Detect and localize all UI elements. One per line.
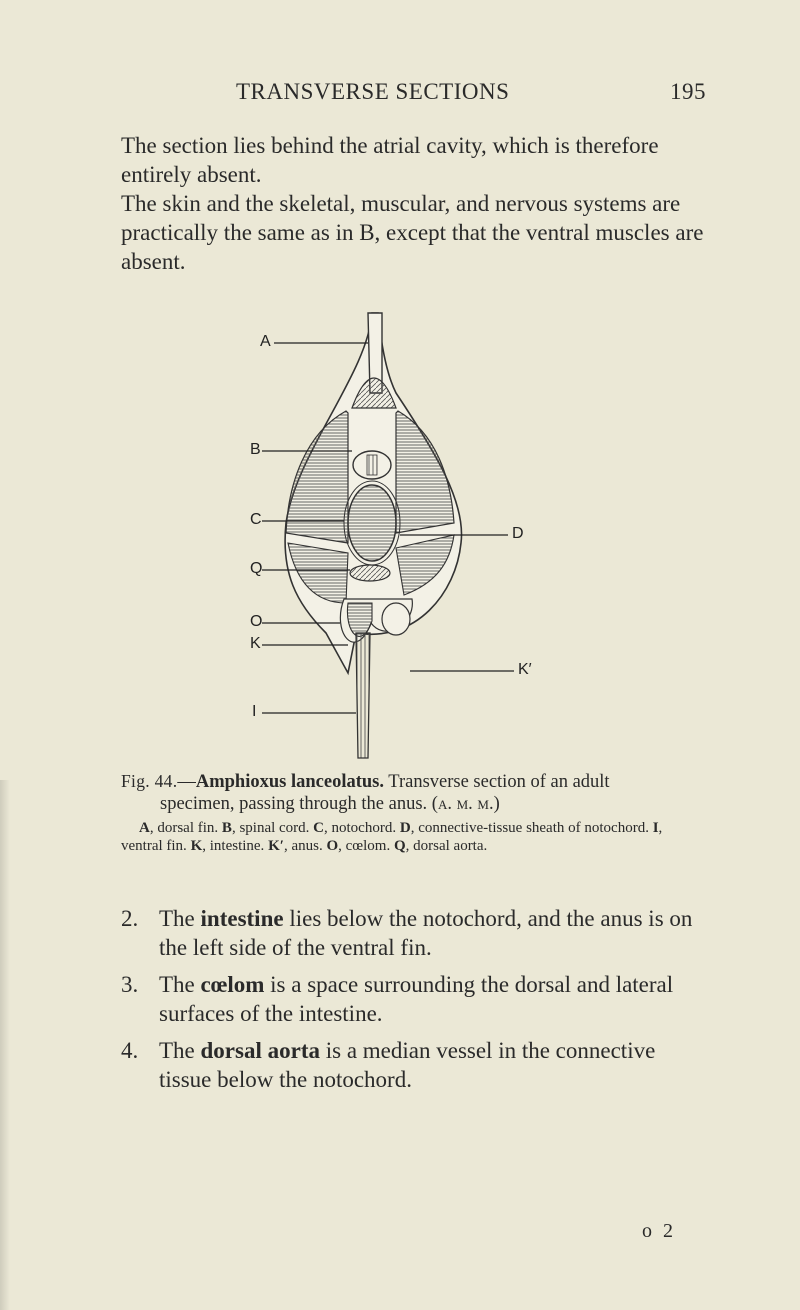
legend-desc: , intestine. bbox=[202, 838, 269, 854]
legend-key: K bbox=[190, 838, 203, 854]
list-text: lies below the notochord, and the anus is on the left side of the ventral fin. bbox=[159, 906, 693, 960]
legend-desc: , anus. bbox=[283, 838, 327, 854]
list-text: The bbox=[159, 972, 201, 997]
figure-number: Fig. 44. bbox=[121, 771, 178, 791]
legend-key: A bbox=[139, 820, 150, 836]
legend-key: C bbox=[313, 820, 325, 836]
list-term: intestine bbox=[200, 906, 284, 931]
list-text: is a median vessel in the connective tissue below the notochord. bbox=[159, 1038, 656, 1092]
legend-desc: , cœlom. bbox=[338, 838, 394, 854]
legend-desc: , ventral fin. bbox=[121, 820, 663, 854]
label-A: A bbox=[260, 333, 271, 350]
paragraph-1: The section lies behind the atrial cavity, which is therefore entirely absent. bbox=[121, 133, 659, 187]
figure-legend bbox=[121, 819, 707, 855]
section-drawing bbox=[236, 303, 556, 763]
legend-desc: , dorsal aorta. bbox=[405, 838, 488, 854]
numbered-list bbox=[121, 904, 711, 1102]
spinal-canal bbox=[367, 455, 377, 475]
running-head-title: TRANSVERSE SECTIONS bbox=[236, 79, 510, 104]
label-K-prime: K′ bbox=[518, 661, 532, 678]
legend-key: Q bbox=[393, 838, 406, 854]
legend-desc: , notochord. bbox=[324, 820, 400, 836]
label-D: D bbox=[512, 525, 524, 542]
legend-desc: , spinal cord. bbox=[231, 820, 314, 836]
left-muscle-block bbox=[286, 411, 348, 543]
ventral-fin bbox=[356, 633, 370, 758]
page-number: 195 bbox=[670, 79, 706, 104]
species-name: Amphioxus lanceolatus. bbox=[195, 772, 384, 792]
legend-key: I bbox=[652, 820, 659, 836]
notochord bbox=[348, 485, 396, 561]
figure-caption: Fig. 44.—Amphioxus lanceolatus. Transverse section of an adult specimen, passing through the anus. (a. m. m.) bbox=[121, 771, 610, 814]
legend-desc: , dorsal fin. bbox=[149, 820, 222, 836]
list-item bbox=[121, 904, 711, 962]
legend-key: O bbox=[326, 838, 339, 854]
caption-author: a. m. m. bbox=[437, 794, 494, 814]
list-item bbox=[121, 1036, 711, 1094]
figure-section-diagram bbox=[236, 303, 556, 763]
list-text: is a space surrounding the dorsal and lateral surfaces of the intestine. bbox=[159, 972, 674, 1026]
dorsal-aorta bbox=[350, 565, 390, 581]
legend-desc: , connective-tissue sheath of notochord. bbox=[410, 820, 653, 836]
right-muscle-block bbox=[396, 411, 454, 533]
label-O: O bbox=[250, 613, 263, 630]
list-term: cœlom bbox=[200, 972, 265, 997]
legend-key: D bbox=[399, 820, 411, 836]
anus bbox=[382, 603, 410, 635]
list-number: 4. bbox=[121, 1038, 139, 1063]
caption-text-3: ) bbox=[493, 794, 500, 814]
legend-key: B bbox=[221, 820, 232, 836]
signature-mark: o 2 bbox=[642, 1220, 676, 1242]
label-I: I bbox=[252, 703, 257, 720]
list-term: dorsal aorta bbox=[200, 1038, 320, 1063]
caption-text-2: specimen, passing through the anus. ( bbox=[160, 794, 438, 814]
list-text: The bbox=[159, 1038, 201, 1063]
list-number: 3. bbox=[121, 972, 139, 997]
legend-key: K′ bbox=[268, 838, 284, 854]
label-B: B bbox=[250, 441, 261, 458]
list-item bbox=[121, 970, 711, 1028]
label-Q: Q bbox=[250, 560, 263, 577]
list-text: The bbox=[159, 906, 201, 931]
page-edge-shadow bbox=[0, 780, 10, 1310]
list-number: 2. bbox=[121, 906, 139, 931]
label-C: C bbox=[250, 511, 262, 528]
caption-text-1: Transverse section of an adult bbox=[384, 772, 610, 792]
paragraph-2: The skin and the skeletal, muscular, and nervous systems are practically the same as in B, except that the ventral muscles are absent. bbox=[121, 191, 704, 274]
label-K: K bbox=[250, 635, 261, 652]
